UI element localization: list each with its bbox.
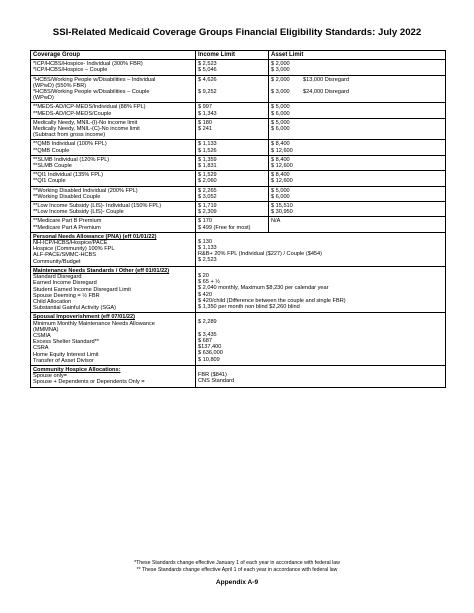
coverage-group-line: **Low Income Subsidy (LIS)- Individual (150% FPL) [33,203,162,210]
section-labels-cell [31,313,196,366]
income-limit-cell [196,103,269,118]
income-limit-value: $ 1,343 [198,110,217,117]
coverage-group-line: **MEDS-AD/ICP-MEDS/Individual (88% FPL) [33,104,146,111]
coverage-group-line: **Working Disabled Individual (200% FPL) [33,187,138,194]
appendix-label: Appendix A-9 [215,579,259,586]
table-row [31,202,446,217]
section-item-value: $ 2,289 [198,319,217,326]
income-limit-value: $ 2,309 [198,209,217,216]
income-limit-value: $ 997 [198,104,212,111]
section-title: Maintenance Needs Standards / Other (eff 01/01/22) [33,267,170,274]
section-values-cell [196,365,446,387]
income-limit-value: $ 1,529 [198,172,217,179]
income-limit-cell [196,171,269,186]
asset-limit-value: $ 6,000 [271,126,290,133]
section-row [31,266,446,312]
section-item-label: Community/Budget [33,258,81,265]
coverage-group-line: Medically Needy, MNIL-(I)-No income limit [33,119,138,126]
section-item-value: $ 130 [198,238,212,245]
table-row [31,186,446,201]
coverage-group-line: **QI1 Couple [33,178,66,185]
asset-limit-value [271,132,443,138]
section-item-value: $ 3,435 [198,331,217,338]
asset-limit-cell [269,217,446,232]
asset-limit-value: $ 8,400 [271,141,290,148]
income-limit-cell [196,140,269,155]
table-row [31,155,446,170]
coverage-group-cell [31,217,196,232]
section-item-label: ALF-PACE/SMMC-HCBS [33,252,96,259]
income-limit-value: $ 5,046 [198,67,217,74]
asset-limit-cell [269,186,446,201]
section-row [31,365,446,387]
asset-limit-value: $ 12,600 [271,163,293,170]
coverage-group-cell [31,118,196,140]
coverage-group-line: **MEDS-AD/ICP-MEDS/Couple [33,110,112,117]
coverage-group-cell [31,60,196,75]
table-header-row [31,51,446,60]
section-item-label: Spouse only= [33,373,68,380]
section-item-label: Child Allocation [33,298,72,305]
section-row [31,313,446,366]
asset-limit-cell [269,202,446,217]
income-limit-value: $ 2,523 [198,61,217,68]
asset-limit-value: $ 8,400 [271,156,290,163]
asset-limit-value: $ 12,600 [271,178,293,185]
income-limit-cell [196,60,269,75]
asset-limit-value: $ 3,000 [271,89,290,96]
section-item-label: CSRA [33,345,49,352]
table-row [31,171,446,186]
income-limit-cell [196,118,269,140]
asset-disregard-value: $24,000 Disregard [303,89,350,96]
section-item-value: $ 636,000 [198,350,223,357]
asset-limit-value: $ 8,400 [271,172,290,179]
coverage-group-line: *ICP/HCBS/Hospice – Couple [33,67,108,74]
income-limit-value: $ 499 (Free for most) [198,224,251,231]
income-limit-value: $ 241 [198,126,212,133]
section-item-label: CSMIA [33,332,51,339]
asset-limit-value: $ 15,510 [271,203,293,210]
asset-limit-value: $ 2,000 [271,76,290,83]
footnote-january: *These Standards change effective January 1 of each year in accordance with federal law [134,560,340,566]
income-limit-value: $ 180 [198,119,212,126]
header-asset-limit: Asset Limit [269,51,446,60]
asset-limit-value: $ 6,000 [271,110,290,117]
coverage-group-cell [31,171,196,186]
section-item-value: $ 687 [198,337,212,344]
coverage-group-line: **Low Income Subsidy (LIS)- Couple [33,209,124,216]
section-values-cell [196,232,446,266]
section-item-label: Substantial Gainful Activity (SGA) [33,305,117,312]
section-item-value: $ 420 [198,291,212,298]
asset-limit-cell [269,75,446,103]
asset-limit-value: N/A [271,218,281,225]
income-limit-value [198,95,266,101]
asset-limit-value [271,95,443,101]
coverage-rows [31,60,446,233]
section-item-label: Spouse + Dependents or Dependents Only = [33,379,145,386]
income-limit-cell [196,75,269,103]
section-item-label: Earned Income Disregard [33,280,97,287]
section-item-label: Spouse Deeming = ½ FBR [33,292,100,299]
coverage-group-cell [31,140,196,155]
income-limit-value: $ 9,252 [198,89,217,96]
section-item-value: $ 420/child (Difference between the couple and single FBR) [198,297,346,304]
asset-limit-cell [269,60,446,75]
section-item-value: $ 20 [198,272,209,279]
income-limit-value: $ 1,719 [198,203,217,210]
coverage-group-line: **QI1 Individual (135% FPL) [33,172,103,179]
coverage-group-line: **Working Disabled Couple [33,193,101,200]
coverage-group-cell [31,202,196,217]
section-item-value: $ 1,133 [198,245,217,252]
coverage-group-line: *HCBS/Working People w/Disabilities – Individual [33,76,156,83]
section-item-value: $ 10,809 [198,356,220,363]
coverage-group-line: **Medicare Part A Premium [33,224,101,231]
coverage-group-cell [31,75,196,103]
asset-limit-value: $ 5,000 [271,104,290,111]
income-limit-value: $ 4,626 [198,76,217,83]
asset-limit-value: $ 6,000 [271,193,290,200]
income-limit-value: $ 1,359 [198,156,217,163]
section-item-value: $ 2,523 [198,257,217,264]
document-title: SSI-Related Medicaid Coverage Groups Financial Eligibility Standards: July 2022 [52,27,422,38]
asset-limit-cell [269,171,446,186]
footnote-april: ** These Standards change effective April 1 of each year in accordance with federal law [136,567,338,573]
header-income-limit: Income Limit [196,51,269,60]
coverage-group-line: Medically Needy, MNIL-(C)-No income limit [33,126,140,133]
coverage-group-line: **Medicare Part B Premium [33,218,102,225]
coverage-group-line: **QMB Couple [33,147,70,154]
asset-limit-cell [269,140,446,155]
income-limit-value: $ 1,133 [198,141,217,148]
section-item-label: Minimum Monthly Maintenance Needs Allowance [33,320,155,327]
section-labels-cell [31,232,196,266]
coverage-group-line: *ICP/HCBS/Hospice- Individual (300% FBR) [33,61,143,68]
coverage-group-line: (WPwD) [33,95,54,102]
section-title: Personal Needs Allowance (PNA) (eff 01/01/22) [33,233,157,240]
coverage-group-line: (Subtract from gross income) [33,132,106,139]
section-item-value: $ 2,040 monthly, Maximum $8,230 per calendar year [198,285,329,292]
income-limit-value: $ 3,052 [198,193,217,200]
section-item-label: NH-ICP/HCBS/Hospice/PACE [33,240,108,247]
asset-limit-value [271,225,443,231]
income-limit-value [198,132,266,138]
section-item-label: Home Equity Interest Limit [33,351,99,358]
asset-limit-value: $ 2,000 [271,61,290,68]
income-limit-cell [196,202,269,217]
section-item-label: Student Earned Income Disregard Limit [33,286,131,293]
section-title: Community Hospice Allocations: [33,366,121,373]
section-item-value: $ 1,350 per month non blind $2,260 blind [198,303,300,310]
asset-limit-cell [269,155,446,170]
income-limit-cell [196,186,269,201]
asset-disregard-value: $13,000 Disregard [303,76,350,83]
section-item-value: $137,400 [198,344,222,351]
income-limit-value: $ 2,265 [198,187,217,194]
section-values-cell [196,313,446,366]
table-row [31,75,446,103]
income-limit-value: $ 1,831 [198,163,217,170]
section-item-value: $ 65 + ½ [198,279,220,286]
asset-limit-value: $ 30,950 [271,209,293,216]
section-labels-cell [31,266,196,312]
income-limit-cell [196,155,269,170]
section-item-label: (MMMNA) [33,326,59,333]
asset-limit-cell [269,118,446,140]
income-limit-cell [196,217,269,232]
section-labels-cell [31,365,196,387]
section-item-label: Hospice (Community) 100% FPL [33,246,115,253]
section-item-value: R&B+ 20% FPL (Individual ($227) / Couple ($454) [198,251,323,258]
table-row [31,217,446,232]
coverage-group-line: (WPwD) (550% FBR) [33,82,87,89]
standards-sections [31,232,446,387]
income-limit-value: $ 170 [198,218,212,225]
asset-limit-value: $ 3,000 [271,67,290,74]
table-row [31,103,446,118]
table-row [31,140,446,155]
table-row [31,118,446,140]
section-title: Spousal Impoverishment (eff 07/01/22) [33,314,135,321]
asset-limit-value: $ 12,600 [271,147,293,154]
coverage-group-line: **SLMB Couple [33,163,72,170]
section-item-value: FBR ($841) [198,371,227,378]
income-limit-value: $ 1,526 [198,147,217,154]
coverage-group-line: **QMB Individual (100% FPL) [33,141,107,148]
coverage-group-line: *HCBS/Working People w/Disabilities – Couple [33,89,150,96]
asset-limit-cell [269,103,446,118]
coverage-group-cell [31,186,196,201]
eligibility-table [30,50,446,388]
income-limit-value: $ 2,060 [198,178,217,185]
coverage-group-line: **SLMB Individual (120% FPL) [33,156,110,163]
header-coverage-group: Coverage Group [31,51,196,60]
coverage-group-cell [31,155,196,170]
section-values-cell [196,266,446,312]
section-item-label: Excess Shelter Standard** [33,339,99,346]
section-item-value: CNS Standard [198,378,235,385]
section-item-label: Transfer of Asset Divisor [33,357,94,364]
asset-limit-value: $ 5,000 [271,119,290,126]
coverage-group-cell [31,103,196,118]
table-row [31,60,446,75]
section-item-label: Standard Disregard [33,274,82,281]
section-row [31,232,446,266]
asset-limit-value: $ 5,000 [271,187,290,194]
